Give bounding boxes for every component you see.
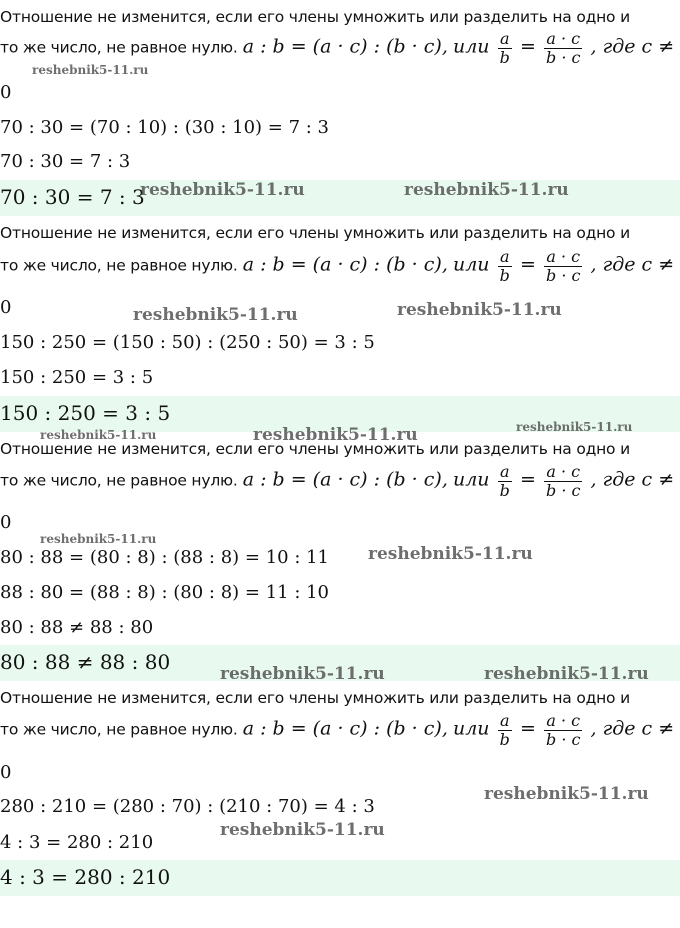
fraction-a-b: $\frac{a}{b}$ xyxy=(499,29,510,67)
watermark: reshebnik5-11.ru xyxy=(32,63,149,77)
watermark: reshebnik5-11.ru xyxy=(516,420,633,434)
step-line: 280 : 210 = (280 : 70) : (210 : 70) = 4 : 3 xyxy=(0,796,375,817)
rule-eq: = xyxy=(519,468,536,491)
answer-line: 80 : 88 ≠ 88 : 80 xyxy=(0,650,171,674)
rule-formula-line xyxy=(0,712,674,748)
rule-formula: a : b = (a · c) : (b · c), xyxy=(242,468,448,491)
fraction-ac-bc: $\frac{a \cdot c}{b \cdot c}$ xyxy=(545,462,581,500)
watermark: reshebnik5-11.ru xyxy=(220,664,385,684)
rule-zero: 0 xyxy=(0,512,12,533)
rule-text-line1: Отношение не изменится, если его члены умножить или разделить на одно и xyxy=(0,8,630,26)
rule-text-line1: Отношение не изменится, если его члены умножить или разделить на одно и xyxy=(0,440,630,458)
rule-formula: a : b = (a · c) : (b · c), xyxy=(242,35,448,58)
step-line: 150 : 250 = 3 : 5 xyxy=(0,367,154,388)
rule-text-line2: то же число, не равное нулю. xyxy=(0,256,238,275)
fraction-ac-bc: $\frac{a \cdot c}{b \cdot c}$ xyxy=(545,711,581,749)
watermark: reshebnik5-11.ru xyxy=(484,784,649,804)
rule-formula-line xyxy=(0,30,674,66)
watermark: reshebnik5-11.ru xyxy=(40,532,157,546)
step-line: 150 : 250 = (150 : 50) : (250 : 50) = 3 : 5 xyxy=(0,332,375,353)
rule-zero: 0 xyxy=(0,82,12,103)
rule-ili: или xyxy=(452,717,490,740)
watermark: reshebnik5-11.ru xyxy=(397,300,562,320)
fraction-a-b: $\frac{a}{b}$ xyxy=(499,462,510,500)
step-line: 88 : 80 = (88 : 8) : (80 : 8) = 11 : 10 xyxy=(0,582,330,603)
rule-eq: = xyxy=(519,35,536,58)
rule-ili: или xyxy=(452,253,490,276)
watermark: reshebnik5-11.ru xyxy=(40,428,157,442)
fraction-a-b: $\frac{a}{b}$ xyxy=(499,711,510,749)
watermark: reshebnik5-11.ru xyxy=(140,180,305,200)
answer-line: 150 : 250 = 3 : 5 xyxy=(0,401,171,425)
rule-text-line2: то же число, не равное нулю. xyxy=(0,471,238,490)
rule-ili: или xyxy=(452,35,490,58)
rule-formula-line xyxy=(0,248,674,284)
rule-tail: , где c ≠ xyxy=(590,35,675,58)
watermark: reshebnik5-11.ru xyxy=(133,305,298,325)
fraction-ac-bc: $\frac{a \cdot c}{b \cdot c}$ xyxy=(545,29,581,67)
watermark: reshebnik5-11.ru xyxy=(220,820,385,840)
rule-text-line1: Отношение не изменится, если его члены умножить или разделить на одно и xyxy=(0,689,630,707)
rule-text-line2: то же число, не равное нулю. xyxy=(0,38,238,57)
watermark: reshebnik5-11.ru xyxy=(253,425,418,445)
rule-formula: a : b = (a · c) : (b · c), xyxy=(242,717,448,740)
fraction-ac-bc: $\frac{a \cdot c}{b \cdot c}$ xyxy=(545,247,581,285)
step-line: 80 : 88 ≠ 88 : 80 xyxy=(0,617,154,638)
watermark: reshebnik5-11.ru xyxy=(404,180,569,200)
answer-line: 70 : 30 = 7 : 3 xyxy=(0,185,145,209)
rule-tail: , где c ≠ xyxy=(590,253,675,276)
step-line: 70 : 30 = 7 : 3 xyxy=(0,151,131,172)
rule-eq: = xyxy=(519,717,536,740)
watermark: reshebnik5-11.ru xyxy=(368,544,533,564)
step-line: 70 : 30 = (70 : 10) : (30 : 10) = 7 : 3 xyxy=(0,117,330,138)
rule-zero: 0 xyxy=(0,297,12,318)
fraction-a-b: $\frac{a}{b}$ xyxy=(499,247,510,285)
rule-formula-line xyxy=(0,463,674,499)
rule-text-line1: Отношение не изменится, если его члены умножить или разделить на одно и xyxy=(0,224,630,242)
step-line: 80 : 88 = (80 : 8) : (88 : 8) = 10 : 11 xyxy=(0,547,330,568)
rule-text-line2: то же число, не равное нулю. xyxy=(0,720,238,739)
step-line: 4 : 3 = 280 : 210 xyxy=(0,832,154,853)
rule-tail: , где c ≠ xyxy=(590,717,675,740)
rule-zero: 0 xyxy=(0,762,12,783)
watermark: reshebnik5-11.ru xyxy=(484,664,649,684)
rule-eq: = xyxy=(519,253,536,276)
rule-ili: или xyxy=(452,468,490,491)
answer-line: 4 : 3 = 280 : 210 xyxy=(0,865,171,889)
rule-tail: , где c ≠ xyxy=(590,468,675,491)
rule-formula: a : b = (a · c) : (b · c), xyxy=(242,253,448,276)
